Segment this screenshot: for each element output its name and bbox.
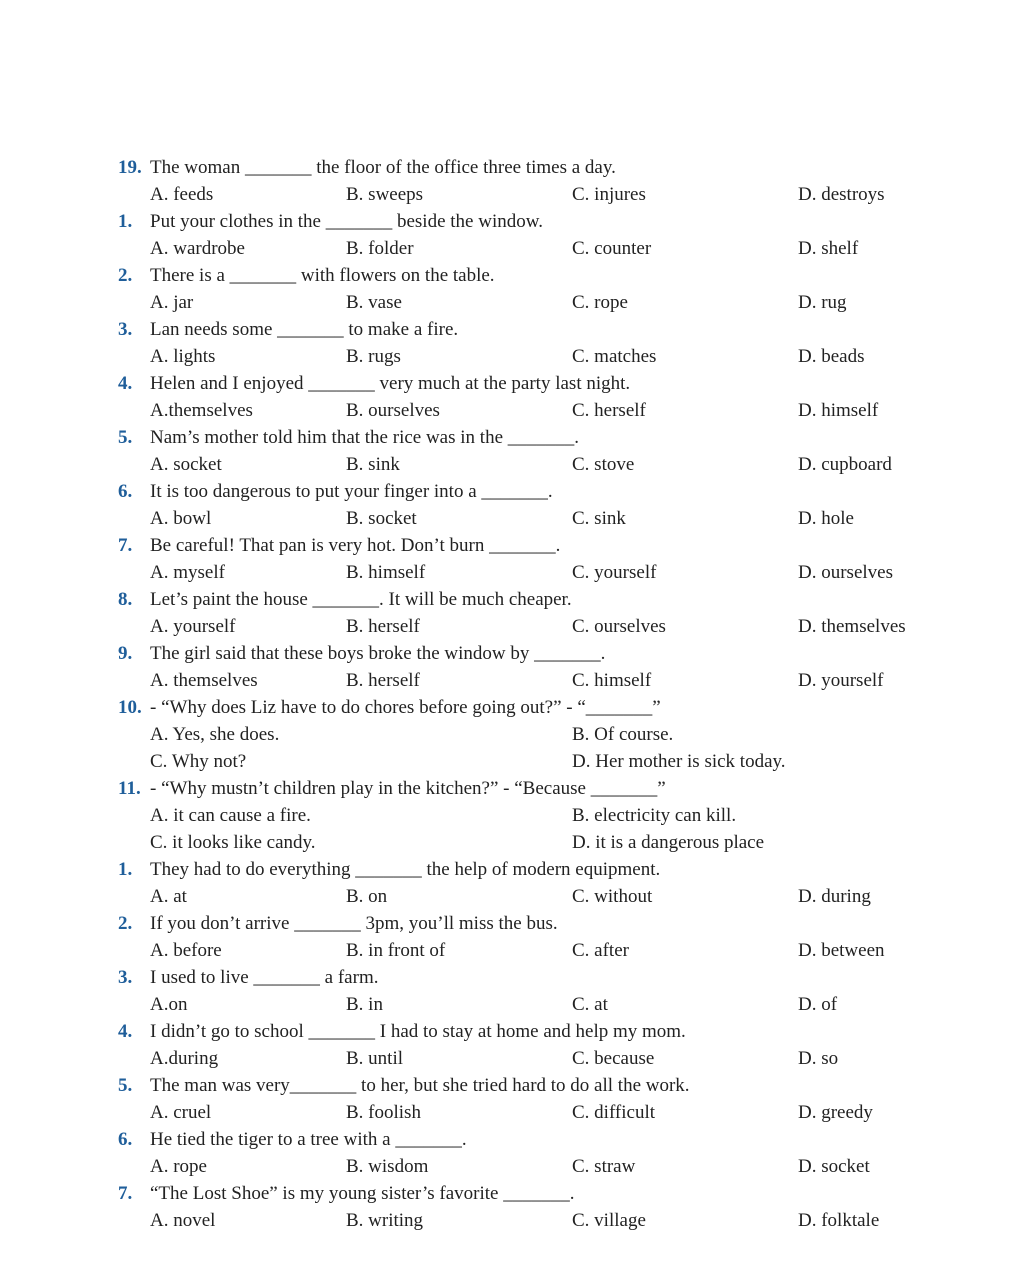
question-text: There is a _______ with flowers on the table. <box>150 265 495 286</box>
answer-options <box>118 181 998 208</box>
answer-option: C. counter <box>572 238 652 259</box>
question-text: “The Lost Shoe” is my young sister’s favorite _______. <box>150 1183 575 1204</box>
question-stem <box>118 1072 998 1099</box>
answer-option: A. themselves <box>150 670 258 691</box>
answer-option: C. sink <box>572 508 626 529</box>
answer-option: B. electricity can kill. <box>572 805 737 826</box>
answer-option: C. herself <box>572 400 646 421</box>
answer-option: C. difficult <box>572 1102 656 1123</box>
question-text: - “Why mustn’t children play in the kitchen?” - “Because _______” <box>150 778 666 799</box>
question-stem <box>118 910 998 937</box>
answer-option: A. bowl <box>150 508 212 529</box>
answer-option: C. because <box>572 1048 655 1069</box>
answer-option: C. yourself <box>572 562 657 583</box>
answer-options <box>118 1099 998 1126</box>
question-number: 19. <box>118 157 142 178</box>
question-text: Be careful! That pan is very hot. Don’t burn _______. <box>150 535 561 556</box>
question-text: Lan needs some _______ to make a fire. <box>150 319 459 340</box>
answer-option: A.on <box>150 994 188 1015</box>
question-text: I didn’t go to school _______ I had to stay at home and help my mom. <box>150 1021 686 1042</box>
answer-option: A. it can cause a fire. <box>150 805 311 826</box>
answer-options <box>118 343 998 370</box>
question-stem <box>118 775 998 802</box>
answer-option: B. on <box>346 886 388 907</box>
question-stem <box>118 1126 998 1153</box>
answer-options <box>118 1045 998 1072</box>
question-stem <box>118 262 998 289</box>
answer-option: A. novel <box>150 1210 216 1231</box>
answer-option: A. cruel <box>150 1102 212 1123</box>
answer-option: B. folder <box>346 238 414 259</box>
answer-options <box>118 1153 998 1180</box>
answer-option: B. in front of <box>346 940 446 961</box>
answer-option: D. so <box>798 1048 839 1069</box>
answer-option: B. herself <box>346 616 420 637</box>
answer-option: B. rugs <box>346 346 401 367</box>
answer-option: D. during <box>798 886 871 907</box>
answer-option: C. rope <box>572 292 628 313</box>
answer-option: A. myself <box>150 562 225 583</box>
answer-option: A. before <box>150 940 222 961</box>
question-text: If you don’t arrive _______ 3pm, you’ll miss the bus. <box>150 913 558 934</box>
answer-option: B. Of course. <box>572 724 674 745</box>
question-number: 8. <box>118 589 133 610</box>
answer-option: C. at <box>572 994 608 1015</box>
answer-option: C. himself <box>572 670 652 691</box>
answer-option: B. writing <box>346 1210 424 1231</box>
answer-option: A.themselves <box>150 400 253 421</box>
question-number: 1. <box>118 859 133 880</box>
answer-option: D. yourself <box>798 670 884 691</box>
answer-option: A. jar <box>150 292 194 313</box>
question-number: 5. <box>118 1075 133 1096</box>
answer-option: C. stove <box>572 454 635 475</box>
answer-option: A. lights <box>150 346 216 367</box>
question-stem <box>118 370 998 397</box>
answer-option: C. injures <box>572 184 646 205</box>
answer-option: C. Why not? <box>150 751 247 772</box>
answer-options <box>118 505 998 532</box>
question-stem <box>118 532 998 559</box>
question-text: The woman _______ the floor of the office three times a day. <box>150 157 616 178</box>
answer-option: B. ourselves <box>346 400 440 421</box>
answer-option: B. vase <box>346 292 402 313</box>
answer-option: A. at <box>150 886 187 907</box>
answer-option: B. himself <box>346 562 426 583</box>
answer-options <box>118 829 998 856</box>
answer-option: A.during <box>150 1048 219 1069</box>
question-stem <box>118 1018 998 1045</box>
question-text: Put your clothes in the _______ beside the window. <box>150 211 543 232</box>
answer-option: A. socket <box>150 454 222 475</box>
question-stem <box>118 640 998 667</box>
question-stem <box>118 586 998 613</box>
answer-option: A. feeds <box>150 184 214 205</box>
answer-option: B. herself <box>346 670 420 691</box>
answer-option: D. ourselves <box>798 562 893 583</box>
question-number: 3. <box>118 967 133 988</box>
answer-option: D. cupboard <box>798 454 892 475</box>
answer-option: C. it looks like candy. <box>150 832 316 853</box>
question-text: - “Why does Liz have to do chores before going out?” - “_______” <box>150 697 661 718</box>
question-text: Let’s paint the house _______. It will be much cheaper. <box>150 589 572 610</box>
answer-option: B. until <box>346 1048 404 1069</box>
question-text: He tied the tiger to a tree with a _______. <box>150 1129 467 1150</box>
answer-option: C. straw <box>572 1156 636 1177</box>
answer-option: B. sweeps <box>346 184 424 205</box>
question-text: The man was very_______ to her, but she tried hard to do all the work. <box>150 1075 690 1096</box>
question-text: I used to live _______ a farm. <box>150 967 379 988</box>
answer-options <box>118 721 998 748</box>
question-list <box>118 154 998 1234</box>
question-number: 3. <box>118 319 133 340</box>
question-stem <box>118 964 998 991</box>
question-number: 7. <box>118 1183 133 1204</box>
answer-options <box>118 559 998 586</box>
question-stem <box>118 478 998 505</box>
answer-option: D. folktale <box>798 1210 880 1231</box>
answer-option: D. beads <box>798 346 865 367</box>
answer-option: C. without <box>572 886 653 907</box>
question-number: 1. <box>118 211 133 232</box>
question-number: 5. <box>118 427 133 448</box>
question-number: 10. <box>118 697 142 718</box>
question-number: 4. <box>118 373 133 394</box>
question-stem <box>118 154 998 181</box>
question-stem <box>118 316 998 343</box>
question-number: 7. <box>118 535 133 556</box>
answer-option: A. rope <box>150 1156 207 1177</box>
question-text: The girl said that these boys broke the window by _______. <box>150 643 606 664</box>
answer-option: A. yourself <box>150 616 236 637</box>
answer-option: D. themselves <box>798 616 906 637</box>
answer-options <box>118 802 998 829</box>
question-text: They had to do everything _______ the help of modern equipment. <box>150 859 661 880</box>
question-number: 4. <box>118 1021 133 1042</box>
question-text: Nam’s mother told him that the rice was in the _______. <box>150 427 580 448</box>
answer-option: A. Yes, she does. <box>150 724 280 745</box>
answer-option: B. wisdom <box>346 1156 429 1177</box>
answer-option: C. after <box>572 940 629 961</box>
answer-option: C. village <box>572 1210 646 1231</box>
question-stem <box>118 208 998 235</box>
answer-option: D. Her mother is sick today. <box>572 751 786 772</box>
answer-options <box>118 613 998 640</box>
question-text: Helen and I enjoyed _______ very much at the party last night. <box>150 373 631 394</box>
answer-option: D. it is a dangerous place <box>572 832 765 853</box>
question-stem <box>118 694 998 721</box>
answer-option: D. himself <box>798 400 879 421</box>
answer-options <box>118 289 998 316</box>
answer-options <box>118 1207 998 1234</box>
answer-options <box>118 235 998 262</box>
answer-option: D. hole <box>798 508 854 529</box>
question-stem <box>118 1180 998 1207</box>
answer-options <box>118 937 998 964</box>
question-text: It is too dangerous to put your finger into a _______. <box>150 481 553 502</box>
question-stem <box>118 856 998 883</box>
question-number: 6. <box>118 1129 133 1150</box>
answer-options <box>118 451 998 478</box>
answer-option: D. socket <box>798 1156 870 1177</box>
question-number: 6. <box>118 481 133 502</box>
answer-option: D. between <box>798 940 885 961</box>
question-stem <box>118 424 998 451</box>
answer-option: B. foolish <box>346 1102 421 1123</box>
answer-options <box>118 748 998 775</box>
answer-option: D. destroys <box>798 184 885 205</box>
answer-options <box>118 397 998 424</box>
answer-option: D. of <box>798 994 838 1015</box>
answer-option: C. ourselves <box>572 616 666 637</box>
question-number: 11. <box>118 778 141 799</box>
question-number: 2. <box>118 265 133 286</box>
answer-option: D. greedy <box>798 1102 873 1123</box>
answer-option: B. sink <box>346 454 400 475</box>
answer-option: D. shelf <box>798 238 859 259</box>
answer-options <box>118 991 998 1018</box>
answer-option: B. in <box>346 994 383 1015</box>
question-number: 2. <box>118 913 133 934</box>
answer-options <box>118 883 998 910</box>
question-number: 9. <box>118 643 133 664</box>
answer-options <box>118 667 998 694</box>
answer-option: A. wardrobe <box>150 238 245 259</box>
answer-option: B. socket <box>346 508 417 529</box>
answer-option: D. rug <box>798 292 847 313</box>
answer-option: C. matches <box>572 346 657 367</box>
